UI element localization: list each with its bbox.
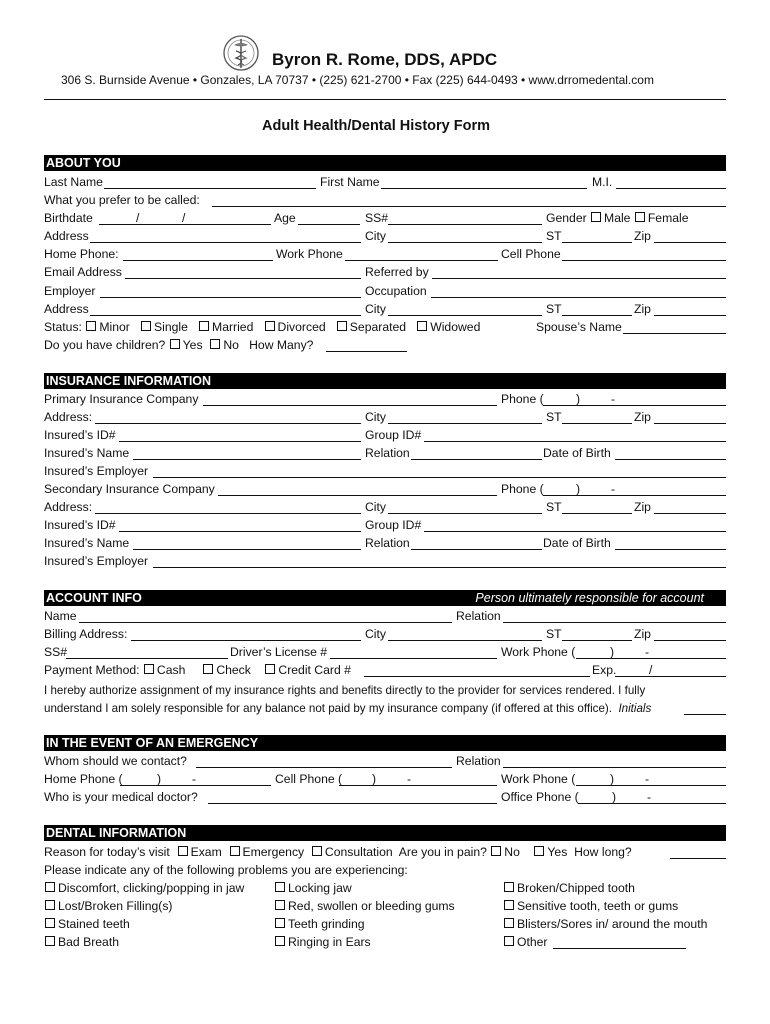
responsible-note: Person ultimately responsible for account — [475, 591, 704, 605]
phone-dash: - — [192, 772, 197, 786]
section-header-emergency: IN THE EVENT OF AN EMERGENCY — [44, 735, 726, 751]
ins-st-label: ST — [546, 410, 562, 424]
header-divider — [44, 99, 726, 100]
initials-field[interactable] — [684, 701, 726, 715]
referred-label: Referred by — [365, 265, 429, 279]
employer-field[interactable] — [100, 284, 361, 298]
caduceus-logo-icon — [221, 33, 261, 73]
emergency-cell-phone-field[interactable] — [339, 772, 497, 786]
ins2-zip-label: Zip — [634, 500, 651, 514]
problem-checkbox[interactable] — [504, 900, 514, 910]
problem-item[interactable]: Broken/Chipped tooth — [503, 881, 635, 896]
practice-address: 306 S. Burnside Avenue • Gonzales, LA 70737 • (225) 621-2700 • Fax (225) 644-0493 • www.drromedental.com — [61, 73, 654, 87]
children-no-checkbox[interactable] — [210, 339, 220, 349]
phone-paren: ) — [372, 772, 377, 786]
emergency-checkbox[interactable] — [230, 846, 240, 856]
address-label: Address — [44, 229, 89, 243]
phone-dash: - — [645, 772, 650, 786]
problems-instructions: Please indicate any of the following problems you are experiencing: — [44, 863, 408, 877]
problem-checkbox[interactable] — [504, 882, 514, 892]
emergency-relation-label: Relation — [456, 754, 501, 768]
mi-field[interactable] — [616, 175, 726, 189]
insured2-id-field[interactable] — [119, 518, 361, 532]
ss-field[interactable] — [388, 211, 542, 225]
spouse-label: Spouse’s Name — [536, 320, 622, 334]
billing-zip-label: Zip — [634, 627, 651, 641]
problem-item[interactable]: Sensitive tooth, teeth or gums — [503, 899, 678, 914]
doctor-field[interactable] — [208, 790, 497, 804]
age-label: Age — [274, 211, 296, 225]
referred-field[interactable] — [432, 265, 726, 279]
practice-name: Byron R. Rome, DDS, APDC — [272, 50, 498, 69]
dob2-label: Date of Birth — [543, 536, 611, 550]
secondary-insurance-field[interactable] — [218, 482, 497, 496]
work-phone-label: Work Phone — [276, 247, 343, 261]
problem-item[interactable]: Ringing in Ears — [274, 935, 371, 950]
primary-phone-label: Phone ( — [501, 392, 544, 406]
how-long-field[interactable] — [670, 845, 726, 859]
problem-item[interactable]: Stained teeth — [44, 917, 130, 932]
city-label: City — [365, 229, 386, 243]
emergency-home-phone-label: Home Phone ( — [44, 772, 123, 786]
cash-checkbox[interactable] — [144, 664, 154, 674]
zip-field[interactable] — [654, 229, 726, 243]
problem-checkbox[interactable] — [275, 900, 285, 910]
city-field[interactable] — [388, 229, 542, 243]
primary-phone-field[interactable] — [543, 392, 726, 406]
phone-paren: ) — [157, 772, 162, 786]
pain-yes-checkbox[interactable] — [534, 846, 544, 856]
phone-dash: - — [611, 392, 616, 406]
ins2-city-field[interactable] — [388, 500, 542, 514]
exam-checkbox[interactable] — [178, 846, 188, 856]
initials-label: Initials — [618, 702, 652, 715]
address-field[interactable] — [90, 229, 361, 243]
primary-insurance-field[interactable] — [203, 392, 497, 406]
billing-city-field[interactable] — [388, 627, 542, 641]
married-checkbox[interactable] — [199, 321, 209, 331]
billing-zip-field[interactable] — [654, 627, 726, 641]
doctor-label: Who is your medical doctor? — [44, 790, 198, 804]
single-checkbox[interactable] — [141, 321, 151, 331]
dob-field[interactable] — [615, 446, 726, 460]
account-work-phone-label: Work Phone ( — [501, 645, 576, 659]
employer-st-label: ST — [546, 302, 562, 316]
section-header-insurance: INSURANCE INFORMATION — [44, 373, 726, 389]
billing-st-label: ST — [546, 627, 562, 641]
office-phone-field[interactable] — [578, 790, 726, 804]
employer-zip-label: Zip — [634, 302, 651, 316]
phone-dash: - — [611, 482, 616, 496]
insured2-employer-label: Insured’s Employer — [44, 554, 149, 568]
billing-st-field[interactable] — [562, 627, 632, 641]
billing-label: Billing Address: — [44, 627, 128, 641]
phone-paren: ) — [576, 482, 581, 496]
ins-city-label: City — [365, 410, 386, 424]
how-many-field[interactable] — [326, 338, 407, 352]
children-yes-checkbox[interactable] — [170, 339, 180, 349]
ins-address-field[interactable] — [95, 410, 361, 424]
emergency-contact-field[interactable] — [196, 754, 452, 768]
problem-item[interactable]: Other — [503, 935, 547, 950]
email-label: Email Address — [44, 265, 122, 279]
account-ss-label: SS# — [44, 645, 68, 659]
account-name-field[interactable] — [79, 609, 452, 623]
zip-label: Zip — [634, 229, 651, 243]
problem-item[interactable]: Bad Breath — [44, 935, 119, 950]
male-checkbox[interactable] — [591, 212, 601, 222]
email-field[interactable] — [125, 265, 361, 279]
insured-id-label: Insured’s ID# — [44, 428, 116, 442]
emergency-work-phone-label: Work Phone ( — [501, 772, 576, 786]
exp-label: Exp. — [592, 663, 617, 677]
problem-checkbox[interactable] — [275, 936, 285, 946]
first-name-label: First Name — [320, 175, 380, 189]
authorization-text-1: I hereby authorize assignment of my insurance rights and benefits directly to the provider for services rendered. I fully — [44, 684, 646, 697]
problem-item[interactable]: Blisters/Sores in/ around the mouth — [503, 917, 707, 932]
emergency-cell-phone-label: Cell Phone ( — [275, 772, 343, 786]
problem-checkbox[interactable] — [275, 882, 285, 892]
problem-checkbox[interactable] — [45, 936, 55, 946]
mi-label: M.I. — [592, 175, 613, 189]
consultation-checkbox[interactable] — [312, 846, 322, 856]
license-label: Driver’s License # — [230, 645, 328, 659]
spouse-field[interactable] — [623, 320, 726, 334]
group-id-label: Group ID# — [365, 428, 422, 442]
separated-checkbox[interactable] — [337, 321, 347, 331]
office-phone-label: Office Phone ( — [501, 790, 579, 804]
employer-city-field[interactable] — [388, 302, 542, 316]
account-work-phone-field[interactable] — [576, 645, 726, 659]
emergency-relation-field[interactable] — [503, 754, 726, 768]
work-phone-field[interactable] — [345, 247, 498, 261]
phone-paren: ) — [612, 790, 617, 804]
ins2-address-label: Address: — [44, 500, 93, 514]
secondary-phone-label: Phone ( — [501, 482, 544, 496]
ins-city-field[interactable] — [388, 410, 542, 424]
emergency-work-phone-field[interactable] — [576, 772, 726, 786]
insured2-name-label: Insured’s Name — [44, 536, 130, 550]
cell-phone-field[interactable] — [562, 247, 726, 261]
problem-checkbox[interactable] — [504, 936, 514, 946]
first-name-field[interactable] — [381, 175, 587, 189]
account-ss-field[interactable] — [66, 645, 228, 659]
home-phone-label: Home Phone: — [44, 247, 119, 261]
cell-phone-label: Cell Phone — [501, 247, 561, 261]
insured-employer-field[interactable] — [153, 464, 726, 478]
widowed-checkbox[interactable] — [417, 321, 427, 331]
ss-label: SS# — [365, 211, 389, 225]
birthdate-slash: / — [136, 211, 140, 225]
employer-address-label: Address — [44, 302, 89, 316]
group-id-field[interactable] — [424, 428, 726, 442]
dob-label: Date of Birth — [543, 446, 611, 460]
exp-field[interactable] — [615, 663, 726, 677]
employer-zip-field[interactable] — [654, 302, 726, 316]
group2-id-label: Group ID# — [365, 518, 422, 532]
problem-item[interactable]: Locking jaw — [274, 881, 352, 896]
problem-item[interactable]: Lost/Broken Filling(s) — [44, 899, 172, 914]
ins-address-label: Address: — [44, 410, 93, 424]
group2-id-field[interactable] — [424, 518, 726, 532]
minor-checkbox[interactable] — [86, 321, 96, 331]
phone-dash: - — [645, 645, 650, 659]
employer-address-field[interactable] — [90, 302, 361, 316]
st-field[interactable] — [562, 229, 632, 243]
birthdate-label: Birthdate — [44, 211, 93, 225]
birthdate-slash: / — [182, 211, 186, 225]
license-field[interactable] — [330, 645, 497, 659]
insured2-id-label: Insured’s ID# — [44, 518, 116, 532]
status-group: Status: Minor Single Married Divorced Separated Widowed — [44, 320, 481, 334]
account-name-label: Name — [44, 609, 77, 623]
problem-checkbox[interactable] — [504, 918, 514, 928]
gender-group: Gender Male Female — [546, 211, 689, 225]
account-relation-field[interactable] — [503, 609, 726, 623]
other-problem-field[interactable] — [553, 935, 686, 949]
credit-card-field[interactable] — [364, 663, 590, 677]
phone-paren: ) — [610, 645, 615, 659]
visit-reason-group: Reason for today’s visit Exam Emergency Consultation Are you in pain? No Yes How long? — [44, 845, 632, 859]
phone-paren: ) — [576, 392, 581, 406]
relation-field[interactable] — [411, 446, 542, 460]
phone-dash: - — [407, 772, 412, 786]
problem-item[interactable]: Teeth grinding — [274, 917, 365, 932]
authorization-text-2: understand I am solely responsible for any balance not paid by my insurance company (if offered at this office). Initials — [44, 702, 652, 715]
phone-dash: - — [647, 790, 652, 804]
form-title: Adult Health/Dental History Form — [262, 118, 490, 134]
insured-name-label: Insured’s Name — [44, 446, 130, 460]
problem-item[interactable]: Discomfort, clicking/popping in jaw — [44, 881, 244, 896]
relation2-label: Relation — [365, 536, 410, 550]
divorced-checkbox[interactable] — [265, 321, 275, 331]
relation-label: Relation — [365, 446, 410, 460]
children-group: Do you have children? Yes No How Many? — [44, 338, 314, 352]
age-field[interactable] — [298, 211, 360, 225]
employer-st-field[interactable] — [562, 302, 632, 316]
section-header-account: ACCOUNT INFO Person ultimately responsible for account — [44, 590, 726, 606]
ins-st-field[interactable] — [562, 410, 632, 424]
insured-id-field[interactable] — [119, 428, 361, 442]
employer-label: Employer — [44, 284, 96, 298]
ins-zip-label: Zip — [634, 410, 651, 424]
check-checkbox[interactable] — [203, 664, 213, 674]
problem-item[interactable]: Red, swollen or bleeding gums — [274, 899, 455, 914]
insured-name-field[interactable] — [133, 446, 361, 460]
occupation-field[interactable] — [431, 284, 726, 298]
st-label: ST — [546, 229, 562, 243]
insured2-employer-field[interactable] — [153, 554, 726, 568]
ins-zip-field[interactable] — [654, 410, 726, 424]
payment-group: Payment Method: Cash Check Credit Card # — [44, 663, 351, 677]
ins2-address-field[interactable] — [95, 500, 361, 514]
ins2-zip-field[interactable] — [654, 500, 726, 514]
relation2-field[interactable] — [411, 536, 542, 550]
employer-city-label: City — [365, 302, 386, 316]
account-relation-label: Relation — [456, 609, 501, 623]
billing-city-label: City — [365, 627, 386, 641]
insured2-name-field[interactable] — [133, 536, 361, 550]
last-name-field[interactable] — [104, 175, 316, 189]
billing-field[interactable] — [131, 627, 361, 641]
problem-checkbox[interactable] — [45, 882, 55, 892]
primary-insurance-label: Primary Insurance Company — [44, 392, 199, 406]
problem-checkbox[interactable] — [45, 900, 55, 910]
secondary-insurance-label: Secondary Insurance Company — [44, 482, 215, 496]
female-checkbox[interactable] — [635, 212, 645, 222]
section-header-dental: DENTAL INFORMATION — [44, 825, 726, 841]
ins2-st-label: ST — [546, 500, 562, 514]
ins2-city-label: City — [365, 500, 386, 514]
emergency-contact-label: Whom should we contact? — [44, 754, 187, 768]
home-phone-field[interactable] — [123, 247, 273, 261]
problem-checkbox[interactable] — [45, 918, 55, 928]
phone-paren: ) — [610, 772, 615, 786]
section-header-about: ABOUT YOU — [44, 155, 726, 171]
preferred-name-label: What you prefer to be called: — [44, 193, 200, 207]
credit-checkbox[interactable] — [265, 664, 275, 674]
insured-employer-label: Insured’s Employer — [44, 464, 149, 478]
problem-checkbox[interactable] — [275, 918, 285, 928]
pain-no-checkbox[interactable] — [491, 846, 501, 856]
dob2-field[interactable] — [615, 536, 726, 550]
last-name-label: Last Name — [44, 175, 103, 189]
occupation-label: Occupation — [365, 284, 427, 298]
preferred-name-field[interactable] — [212, 193, 726, 207]
ins2-st-field[interactable] — [562, 500, 632, 514]
exp-slash: / — [649, 663, 653, 677]
secondary-phone-field[interactable] — [543, 482, 726, 496]
